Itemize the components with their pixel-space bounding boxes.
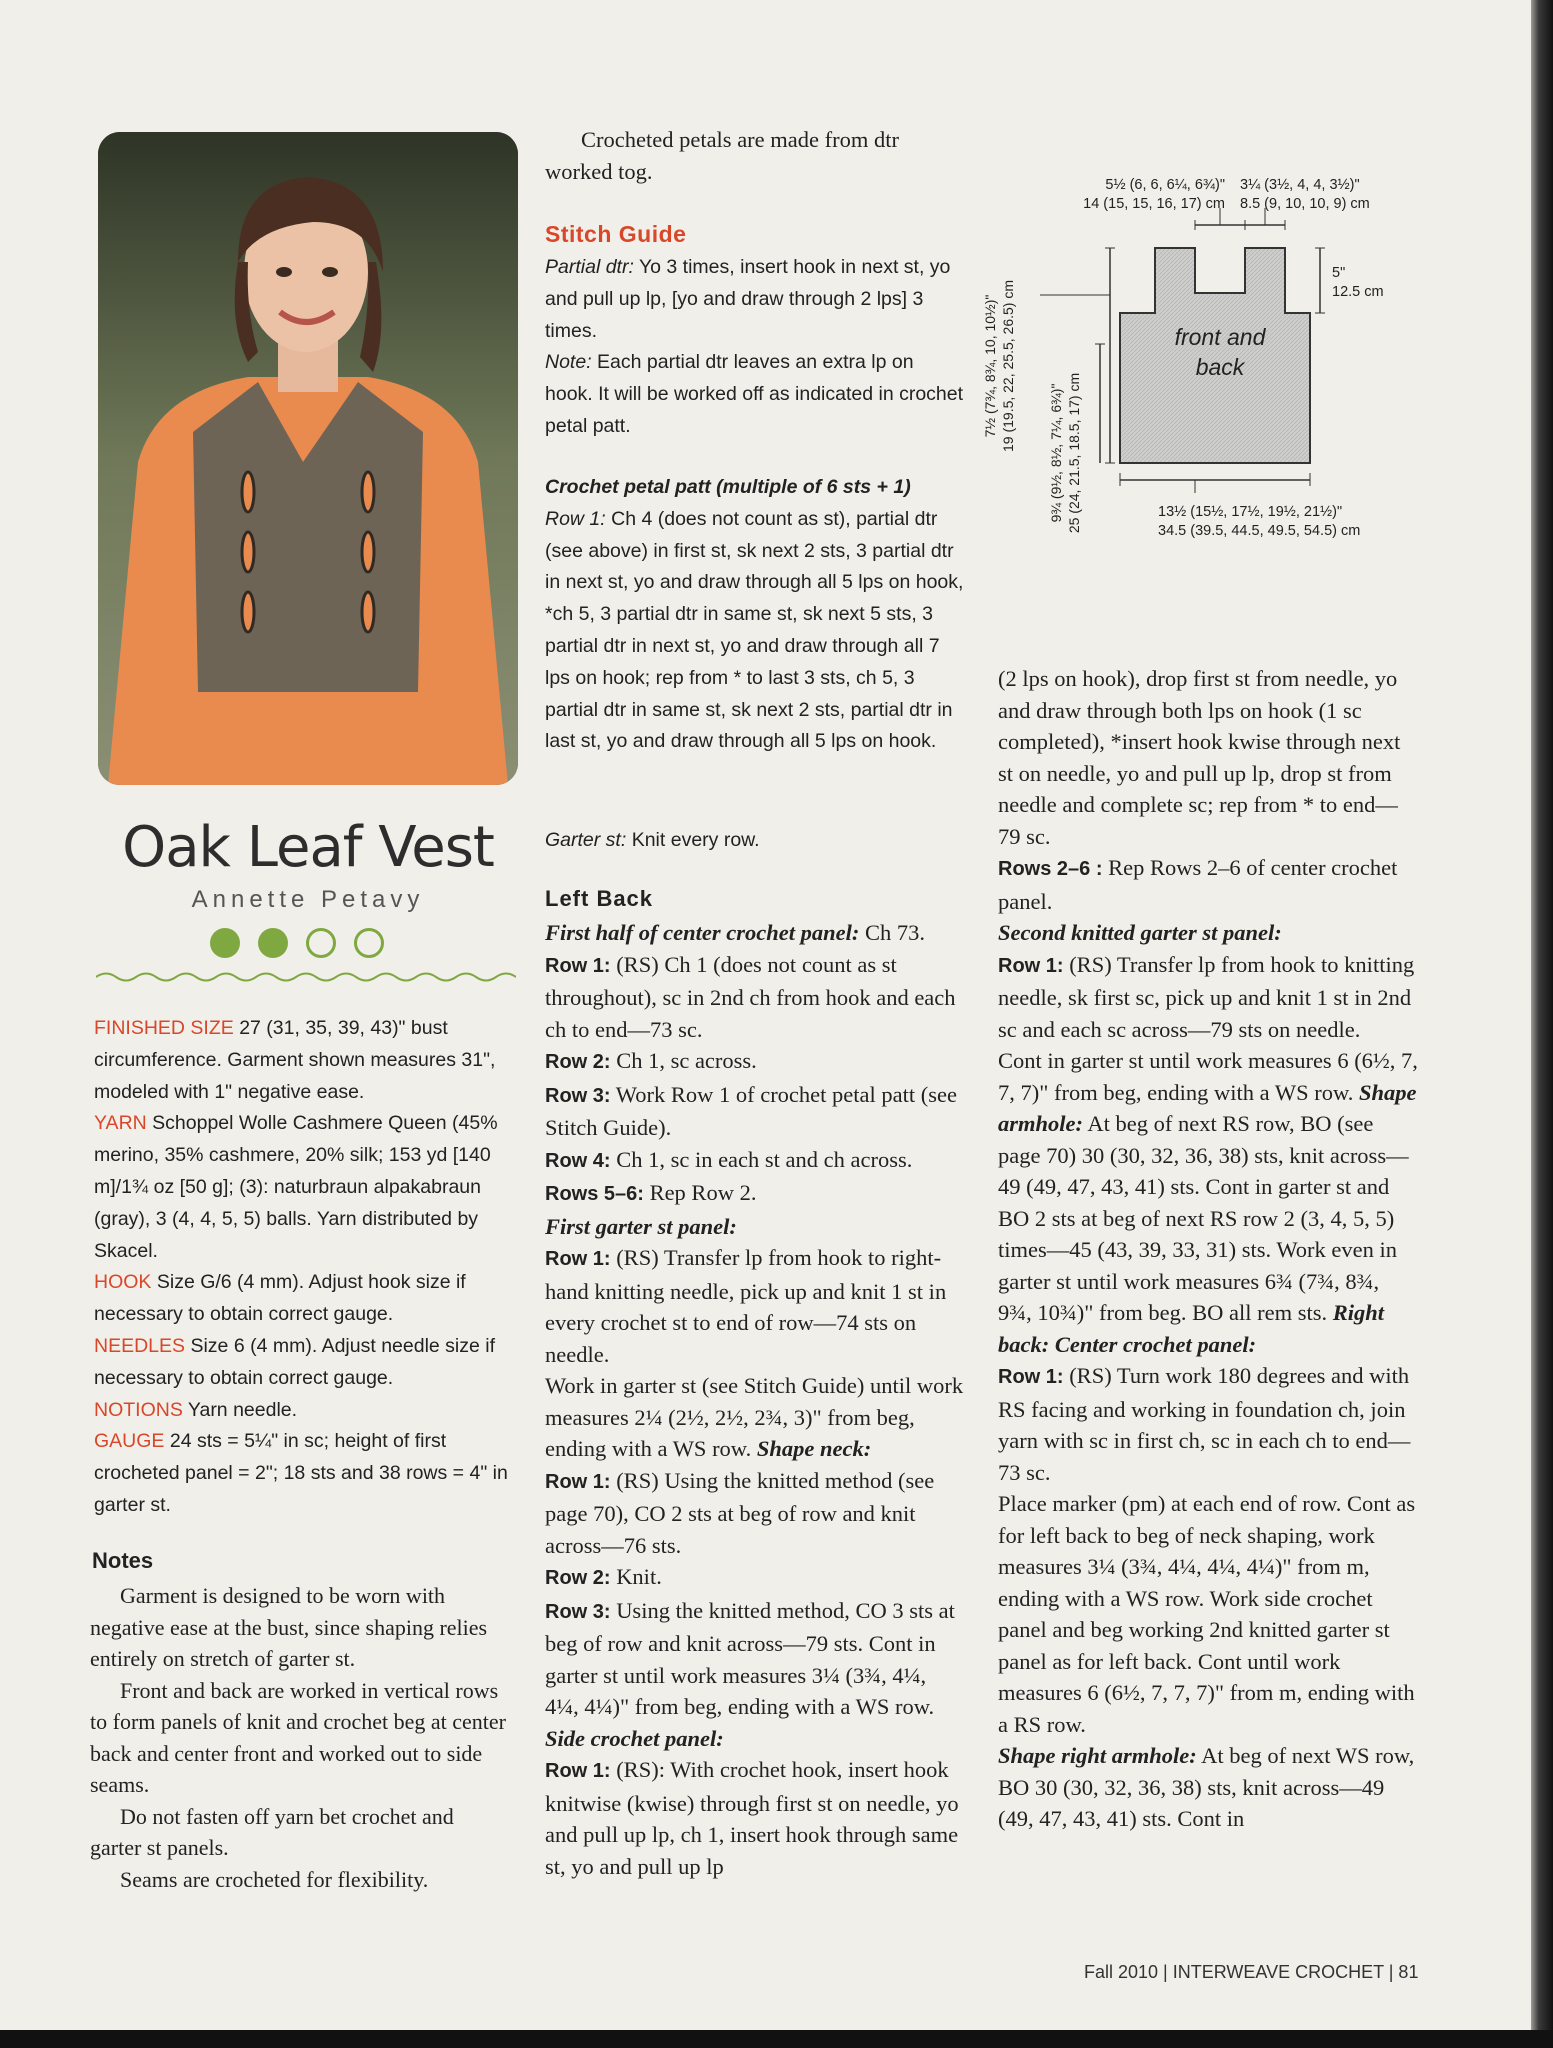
stitch-guide-body: Partial dtr: Yo 3 times, insert hook in next st, yo and pull up lp, [yo and draw through 2 lps] 3 times. Note: Each partial dtr leaves an extra lp on hook. It will be worked off as indicated in crochet petal patt. bbox=[545, 256, 964, 437]
model-photo bbox=[98, 132, 518, 785]
designer-name: Annette Petavy bbox=[191, 886, 425, 913]
spec-yarn: YARN Schoppel Wolle Cashmere Queen (45% merino, 35% cashmere, 20% silk; 153 yd [140 m]/1¾ oz [50 g]; (3): naturbraun alpakabraun (gray), 3 (4, 4, 5, 5) balls. Yarn distributed by Skacel. bbox=[94, 1112, 498, 1262]
left-back-instructions: First half of center crochet panel: Ch 73. Row 1: (RS) Ch 1 (does not count as st throughout), sc in 2nd ch from hook and each ch to end—73 sc. Row 2: Ch 1, sc across. Row 3: Work Row 1 of crochet petal patt (see Stitch Guide). Row 4: Ch 1, sc in each st and ch across. Rows 5–6: Rep Row 2. First garter st panel: Row 1: (RS) Transfer lp from hook to right-hand knitting needle, pick up and knit 1 st in every crochet st to end of row—74 sts on needle. Work in garter st (see Stitch Guide) until work measures 2¼ (2½, 2½, 2¾, 3)" from beg, ending with a WS row. Shape neck: Row 1: (RS) Using the knitted method (see page 70), CO 2 sts at beg of row and knit across—76 sts. Row 2: Knit. Row 3: Using the knitted method, CO 3 sts at beg of row and knit across—79 sts. Cont in garter st until work measures 3¼ (3¾, 4¼, 4¼, 4¼)" from beg, ending with a WS row. Side crochet panel: Row 1: (RS): With crochet hook, insert hook knitwise (kwise) through first st on needle, yo and pull up lp, ch 1, insert hook through same st, yo and pull up lp bbox=[545, 920, 964, 1879]
notes-paragraph: Garment is designed to be worn with negative ease at the bust, since shaping relies entirely on stretch of garter st. bbox=[90, 1583, 488, 1671]
top-right-dimension: 3¼ (3½, 4, 4, 3½)" 8.5 (9, 10, 10, 9) cm bbox=[1240, 177, 1370, 212]
crochet-petal-pattern: Crochet petal patt (multiple of 6 sts + 1) Row 1: Ch 4 (does not count as st), partial dtr (see above) in first st, sk next 2 sts, 3 partial dtr in next st, yo and draw through all 5 lps on hook, *ch 5, 3 partial dtr in same st, sk next 5 sts, 3 partial dtr in next st, yo and draw through all 7 lps on hook; rep from * to last 3 sts, ch 5, 3 partial dtr in same st, sk next 2 sts, partial dtr in last st, yo and draw through all 5 lps on hook. bbox=[545, 476, 964, 753]
pattern-title: Oak Leaf Vest bbox=[122, 815, 494, 880]
page-footer: Fall 2010 | INTERWEAVE CROCHET | 81 bbox=[1084, 1962, 1419, 1982]
stitch-guide-heading: Stitch Guide bbox=[545, 221, 687, 247]
notes-heading: Notes bbox=[92, 1548, 154, 1573]
bottom-width-dimension: 13½ (15½, 17½, 19½, 21½)" 34.5 (39.5, 44.5, 49.5, 54.5) cm bbox=[1158, 504, 1361, 539]
scan-edge-shadow bbox=[1531, 0, 1553, 2048]
skill-dot-empty bbox=[306, 928, 336, 958]
intro-text: Crocheted petals are made from dtr worked tog. bbox=[545, 127, 899, 184]
notes-body bbox=[90, 1580, 510, 1895]
notes-paragraph: Front and back are worked in vertical rows to form panels of knit and crochet beg at center back and center front and worked out to side seams. bbox=[90, 1677, 507, 1797]
scan-bottom-edge bbox=[0, 2030, 1553, 2048]
specs-block bbox=[94, 1013, 514, 1522]
decorative-wave-divider bbox=[96, 970, 516, 984]
spec-finished-size: FINISHED SIZE 27 (31, 35, 39, 43)" bust circumference. Garment shown measures 31", modeled with 1" negative ease. bbox=[94, 1017, 496, 1103]
notes-paragraph: Do not fasten off yarn bet crochet and garter st panels. bbox=[90, 1803, 454, 1860]
skill-level-indicator bbox=[210, 928, 384, 958]
armhole-depth-dimension: 5" 12.5 cm bbox=[1332, 265, 1384, 300]
spec-gauge: GAUGE 24 sts = 5¼" in sc; height of first crocheted panel = 2"; 18 sts and 38 rows = 4" in garter st. bbox=[94, 1430, 508, 1516]
right-column-instructions: (2 lps on hook), drop first st from needle, yo and draw through both lps on hook (1 sc completed), *insert hook kwise through next st on needle, yo and pull up lp, drop st from needle and complete sc; rep from * to end—79 sc. Rows 2–6 : Rep Rows 2–6 of center crochet panel. Second knitted garter st panel: Row 1: (RS) Transfer lp from hook to knitting needle, sk first sc, pick up and knit 1 st in 2nd sc and each sc across—79 sts on needle. Cont in garter st until work measures 6 (6½, 7, 7, 7)" from beg, ending with a WS row. Shape armhole: At beg of next RS row, BO (see page 70) 30 (30, 32, 36, 38) sts, knit across—49 (49, 47, 43, 41) sts. Cont in garter st and BO 2 sts at beg of next RS row 2 (3, 4, 5, 5) times—45 (43, 39, 33, 31) sts. Work even in garter st until work measures 6¾ (7¾, 8¾, 9¾, 10¾)" from beg. BO all rem sts. Right back: Center crochet panel: Row 1: (RS) Turn work 180 degrees and with RS facing and working in foundation ch, join yarn with sc in first ch, sc in each ch to end—73 sc. Place marker (pm) at each end of row. Cont as for left back to beg of neck shaping, work measures 3¼ (3¾, 4¼, 4¼, 4¼)" from m, ending with a WS row. Work side crochet panel and beg working 2nd knitted garter st panel as for left back. Cont until work measures 6 (6½, 7, 7, 7)" from m, ending with a RS row. Shape right armhole: At beg of next WS row, BO 30 (30, 32, 36, 38) sts, knit across—49 (49, 47, 43, 41) sts. Cont in bbox=[998, 666, 1418, 1831]
spec-notions: NOTIONS Yarn needle. bbox=[94, 1398, 298, 1421]
skill-dot-filled bbox=[210, 928, 240, 958]
skill-dot-filled bbox=[258, 928, 288, 958]
left-outer-dimension: 7½ (7¾, 8¾, 10, 10½)" 19 (19.5, 22, 25.5, 26.5) cm bbox=[982, 280, 1016, 452]
front-and-back-schematic bbox=[982, 168, 1420, 568]
top-left-dimension: 5½ (6, 6, 6¼, 6¾)" 14 (15, 15, 16, 17) cm bbox=[1083, 177, 1225, 212]
skill-dot-empty bbox=[354, 928, 384, 958]
spec-hook: HOOK Size G/6 (4 mm). Adjust hook size if necessary to obtain correct gauge. bbox=[94, 1271, 466, 1326]
garter-st-definition: Garter st: Knit every row. bbox=[545, 829, 760, 851]
schematic-label: front and back bbox=[1174, 324, 1266, 380]
left-back-heading: Left Back bbox=[545, 886, 654, 911]
notes-paragraph: Seams are crocheted for flexibility. bbox=[120, 1866, 429, 1892]
left-inner-dimension: 9¾ (9½, 8½, 7¼, 6¾)" 25 (24, 21.5, 18.5, 17) cm bbox=[1048, 372, 1082, 534]
spec-needles: NEEDLES Size 6 (4 mm). Adjust needle size if necessary to obtain correct gauge. bbox=[94, 1334, 496, 1389]
